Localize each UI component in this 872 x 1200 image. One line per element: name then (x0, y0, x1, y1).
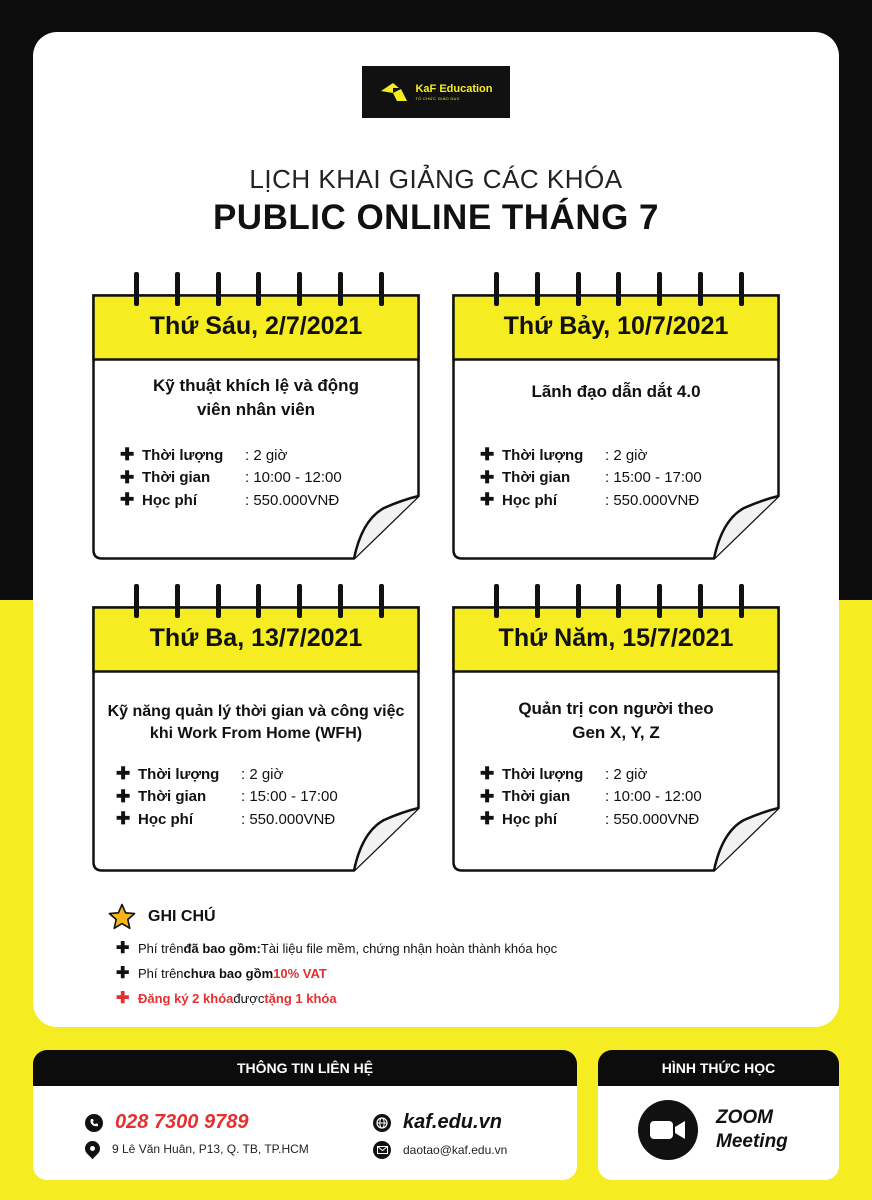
video-camera-icon (638, 1100, 698, 1160)
note-item: ✚ Đăng ký 2 khóa được tặng 1 khóa (116, 990, 337, 1007)
notes-header (108, 903, 216, 930)
format-box (598, 1050, 839, 1180)
kaf-logo-icon (379, 79, 409, 105)
plus-icon: ✚ (116, 809, 131, 829)
logo-tagline: TỔ CHỨC GIÁO DỤC (415, 95, 460, 101)
plus-icon: ✚ (120, 445, 135, 465)
course-title: Kỹ thuật khích lệ và động viên nhân viên (153, 376, 359, 419)
plus-icon: ✚ (480, 490, 495, 510)
plus-icon: ✚ (480, 445, 495, 465)
course-details: ✚ Thời lượng : 2 giờ ✚ Thời gian : 10:00 - 12:00 ✚ Học phí : 550.000VNĐ (480, 764, 702, 829)
logo-name: KaF Education (415, 82, 493, 95)
globe-icon (373, 1114, 391, 1132)
contact-title: THÔNG TIN LIÊN HỆ (33, 1050, 577, 1086)
plus-icon: ✚ (120, 490, 135, 510)
calendar-rings (494, 584, 744, 618)
calendar-rings (134, 272, 384, 306)
course-date: Thứ Năm, 15/7/2021 (498, 624, 734, 652)
plus-icon: ✚ (120, 467, 135, 487)
course-title: Lãnh đạo dẫn dắt 4.0 (531, 382, 701, 401)
course-title: Kỹ năng quản lý thời gian và công việc khi Work From Home (WFH) (107, 703, 405, 742)
plus-icon: ✚ (480, 809, 495, 829)
page-subtitle: LỊCH KHAI GIẢNG CÁC KHÓA (249, 164, 623, 194)
notes-title: GHI CHÚ (148, 907, 216, 925)
course-card (92, 606, 420, 872)
course-title: Quản trị con người theo Gen X, Y, Z (518, 699, 714, 742)
note-item: ✚ Phí trên chưa bao gồm 10% VAT (116, 965, 327, 982)
plus-icon: ✚ (116, 965, 130, 982)
plus-icon: ✚ (116, 940, 130, 957)
phone-icon (85, 1114, 103, 1132)
plus-icon: ✚ (480, 467, 495, 487)
calendar-rings (134, 584, 384, 618)
note-item: ✚ Phí trên đã bao gồm: Tài liệu file mềm, chứng nhận hoàn thành khóa học (116, 940, 558, 957)
course-card (452, 294, 780, 560)
course-card (452, 606, 780, 872)
course-card (92, 294, 420, 560)
plus-icon: ✚ (116, 990, 130, 1007)
location-icon (82, 1138, 103, 1159)
contact-address: 9 Lê Văn Huân, P13, Q. TB, TP.HCM (85, 1141, 309, 1156)
calendar-rings (494, 272, 744, 306)
course-details: ✚ Thời lượng : 2 giờ ✚ Thời gian : 15:00 - 17:00 ✚ Học phí : 550.000VNĐ (480, 445, 702, 510)
logo (362, 66, 510, 118)
plus-icon: ✚ (116, 786, 131, 806)
course-date: Thứ Sáu, 2/7/2021 (149, 312, 363, 340)
page-title: PUBLIC ONLINE THÁNG 7 (212, 198, 660, 237)
course-details: ✚ Thời lượng : 2 giờ ✚ Thời gian : 10:00 - 12:00 ✚ Học phí : 550.000VNĐ (120, 445, 342, 510)
course-date: Thứ Bảy, 10/7/2021 (503, 312, 729, 340)
contact-website[interactable]: kaf.edu.vn (373, 1111, 502, 1134)
course-date: Thứ Ba, 13/7/2021 (149, 624, 363, 652)
format-text: ZOOM Meeting (716, 1107, 788, 1152)
course-details: ✚ Thời lượng : 2 giờ ✚ Thời gian : 15:00 - 17:00 ✚ Học phí : 550.000VNĐ (116, 764, 338, 829)
contact-email[interactable]: daotao@kaf.edu.vn (373, 1141, 507, 1159)
contact-phone: 028 7300 9789 (85, 1111, 248, 1134)
star-icon (108, 903, 136, 930)
plus-icon: ✚ (480, 786, 495, 806)
plus-icon: ✚ (480, 764, 495, 784)
plus-icon: ✚ (116, 764, 131, 784)
format-title: HÌNH THỨC HỌC (598, 1050, 839, 1086)
contact-box (33, 1050, 577, 1180)
mail-icon (373, 1141, 391, 1159)
